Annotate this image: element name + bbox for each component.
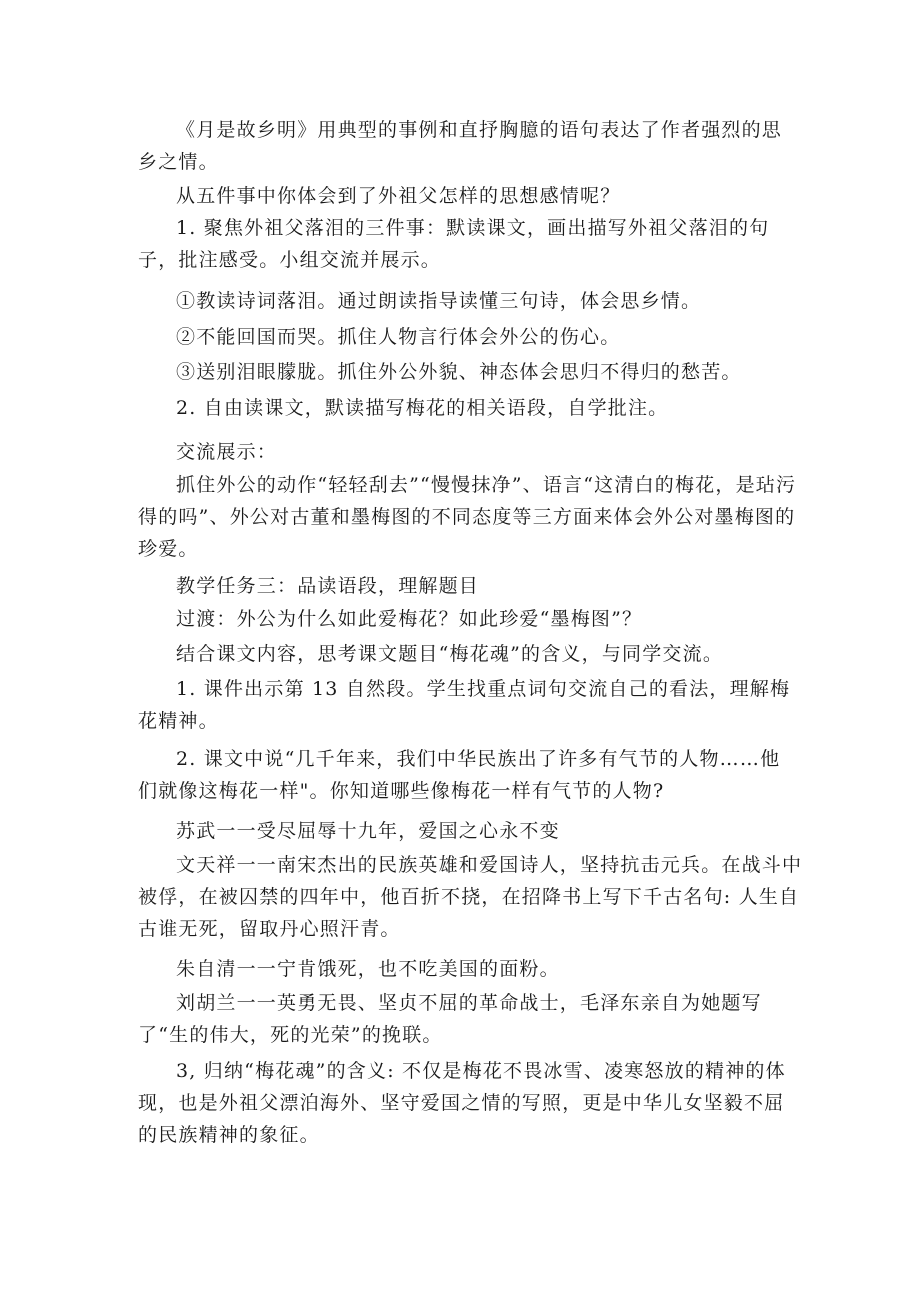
paragraph-zhu-ziqing: 朱自清一一宁肯饿死，也不吃美国的面粉。 — [176, 958, 560, 980]
paragraph-task-1: 1. 聚焦外祖父落泪的三件事：默读课文，画出描写外祖父落泪的句子，批注感受。小组交流并展示。 — [138, 217, 770, 271]
paragraph-su-wu: 苏武一一受尽屈辱十九年，爱国之心永不变 — [176, 820, 560, 842]
paragraph-step-2: 2. 课文中说“几千年来，我们中华民族出了许多有气节的人物……他们就像这梅花一样"。你知道哪些像梅花一样有气节的人物? — [138, 748, 781, 802]
paragraph-item-1: ①教读诗词落泪。通过朗读指导读懂三句诗，体会思乡情。 — [176, 290, 702, 312]
paragraph-discussion: 结合课文内容，思考课文题目“梅花魂”的含义，与同学交流。 — [176, 643, 724, 665]
paragraph-step-1: 1. 课件出示第 13 自然段。学生找重点词句交流自己的看法，理解梅花精神。 — [138, 678, 791, 732]
paragraph-item-2: ②不能回国而哭。抓住人物言行体会外公的伤心。 — [176, 326, 621, 348]
paragraph-item-3: ③送别泪眼朦胧。抓住外公外貌、神态体会思归不得归的愁苦。 — [176, 361, 742, 383]
paragraph-exchange-heading: 交流展示： — [176, 441, 278, 463]
paragraph-transition: 过渡：外公为什么如此爱梅花？如此珍爱“墨梅图”？ — [176, 608, 643, 630]
paragraph-wen-tianxiang: 文天祥一一南宋杰出的民族英雄和爱国诗人，坚持抗击元兵。在战斗中被俘，在被囚禁的四年中，他百折不挠，在招降书上写下千古名句: 人生自古谁无死，留取丹心照汗青。 — [138, 854, 803, 940]
paragraph-step-3: 3, 归纳“梅花魂”的含义: 不仅是梅花不畏冰雪、凌寒怒放的精神的体现，也是外祖父漂泊海外、坚守爱国之情的写照，更是中华儿女坚毅不屈的民族精神的象征。 — [138, 1060, 786, 1146]
paragraph-exchange-body: 抓住外公的动作“轻轻刮去”“慢慢抹净”、语言“这清白的梅花，是玷污得的吗”、外公对古董和墨梅图的不同态度等三方面来体会外公对墨梅图的珍爱。 — [138, 474, 797, 560]
paragraph-question: 从五件事中你体会到了外祖父怎样的思想感情呢？ — [176, 185, 621, 207]
paragraph-task-2: 2. 自由读课文，默读描写梅花的相关语段，自学批注。 — [176, 397, 669, 419]
paragraph-teaching-task-3: 教学任务三：品读语段，理解题目 — [176, 575, 480, 597]
paragraph-liu-hulan: 刘胡兰一一英勇无畏、坚贞不屈的革命战士，毛泽东亲自为她题写了“生的伟大，死的光荣”的挽联。 — [138, 992, 762, 1046]
paragraph-summary: 《月是故乡明》用典型的事例和直抒胸臆的语句表达了作者强烈的思乡之情。 — [138, 119, 783, 173]
